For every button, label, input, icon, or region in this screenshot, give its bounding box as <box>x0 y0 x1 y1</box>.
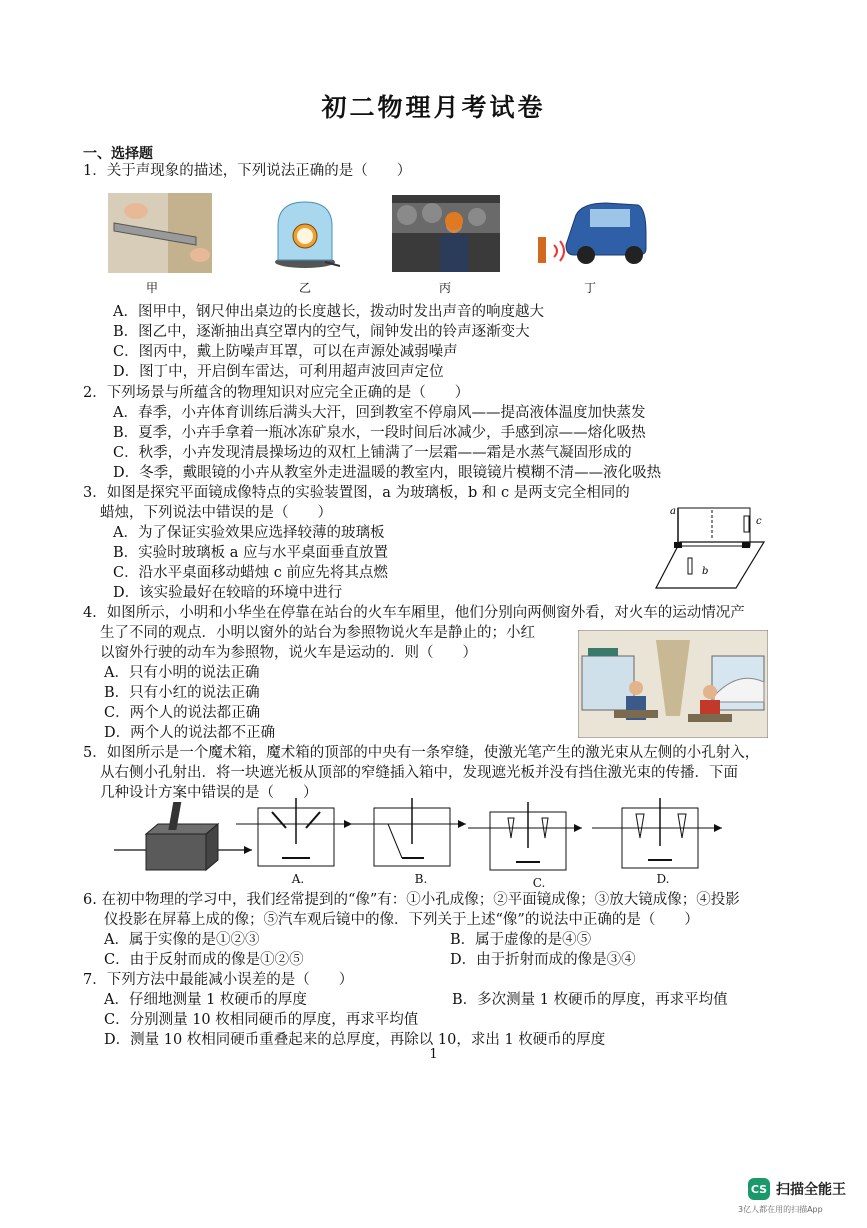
q3-label-c: c <box>756 516 762 527</box>
page-title: 初二物理月考试卷 <box>321 93 546 122</box>
q4-stem-line3: 以窗外行驶的动车为参照物，说火车是运动的．则（ ） <box>100 645 477 661</box>
q1-caption-yi: 乙 <box>298 281 311 295</box>
q1-option-a: A．图甲中，钢尺伸出桌边的长度越长，拨动时发出声音的响度越大 <box>113 304 544 320</box>
q6-option-c: C．由于反射而成的像是①②⑤ <box>104 952 304 968</box>
q3-option-a: A．为了保证实验效果应选择较薄的玻璃板 <box>113 525 385 541</box>
q3-stem-line1: 3．如图是探究平面镜成像特点的实验装置图，a 为玻璃板，b 和 c 是两支完全相同的 <box>83 485 630 501</box>
q2-stem: 2．下列场景与所蕴含的物理知识对应完全正确的是（ ） <box>83 385 470 401</box>
q5-caption-a: A. <box>291 872 305 886</box>
q4-option-a: A．只有小明的说法正确 <box>104 665 260 681</box>
q4-option-d: D．两个人的说法都不正确 <box>104 725 276 741</box>
q1-figure-bell-jar <box>270 196 340 270</box>
scanner-watermark <box>748 1178 846 1200</box>
q5-design-c <box>468 802 582 870</box>
q5-design-b <box>352 798 466 866</box>
watermark-tagline: 3亿人都在用的扫描App <box>738 1205 823 1214</box>
q1-figure-factory-worker <box>392 195 500 272</box>
q2-option-c: C．秋季，小卉发现清晨操场边的双杠上铺满了一层霜——霜是水蒸气凝固形成的 <box>113 445 632 461</box>
q3-option-b: B．实验时玻璃板 a 应与水平桌面垂直放置 <box>113 545 389 561</box>
page-number: 1 <box>429 1047 438 1062</box>
q6-stem-line1: 6. 在初中物理的学习中，我们经常提到的“像”有：①小孔成像；②平面镜成像；③放大镜成像；④投影 <box>83 892 740 908</box>
q5-caption-b: B. <box>414 872 428 886</box>
q3-label-b: b <box>702 566 709 577</box>
camscanner-logo-icon: CS <box>748 1178 770 1200</box>
q1-caption-jia: 甲 <box>145 281 158 295</box>
q1-figure-ruler <box>108 193 212 273</box>
q7-option-d: D．测量 10 枚相同硬币重叠起来的总厚度，再除以 10，求出 1 枚硬币的厚度 <box>104 1032 606 1048</box>
q2-option-b: B．夏季，小卉手拿着一瓶冰冻矿泉水，一段时间后冰减少，手感到凉——熔化吸热 <box>113 425 646 441</box>
q7-option-b: B．多次测量 1 枚硬币的厚度，再求平均值 <box>452 992 728 1008</box>
q1-option-c: C．图丙中，戴上防噪声耳罩，可以在声源处减弱噪声 <box>113 344 458 360</box>
q2-option-d: D．冬季，戴眼镜的小卉从教室外走进温暖的教室内，眼镜镜片模糊不清——液化吸热 <box>113 465 662 481</box>
q7-option-a: A．仔细地测量 1 枚硬币的厚度 <box>104 992 307 1008</box>
watermark-app-name: 扫描全能王 <box>776 1182 846 1198</box>
q3-option-c: C．沿水平桌面移动蜡烛 c 前应先将其点燃 <box>113 565 388 581</box>
q6-stem-line2: 仪投影在屏幕上成的像；⑤汽车观后镜中的像．下列关于上述“像”的说法中正确的是（ ） <box>104 912 699 928</box>
q4-option-c: C．两个人的说法都正确 <box>104 705 261 721</box>
q1-caption-ding: 丁 <box>583 281 596 295</box>
q5-stem-line1: 5．如图所示是一个魔术箱，魔术箱的顶部的中央有一条窄缝，使激光笔产生的激光束从左侧的小孔射入， <box>83 745 760 761</box>
q5-design-a <box>236 798 352 866</box>
q5-stem-line3: 几种设计方案中错误的是（ ） <box>100 785 318 801</box>
q6-option-a: A．属于实像的是①②③ <box>104 932 260 948</box>
q7-option-c: C．分别测量 10 枚相同硬币的厚度，再求平均值 <box>104 1012 419 1028</box>
q7-stem: 7．下列方法中最能减小误差的是（ ） <box>83 972 354 988</box>
q3-figure-mirror-setup <box>650 500 770 592</box>
q4-stem-line2: 生了不同的观点．小明以窗外的站台为参照物说火车是静止的；小红 <box>100 625 535 641</box>
q5-design-d <box>592 798 722 868</box>
q3-stem-line2: 蜡烛，下列说法中错误的是（ ） <box>100 505 332 521</box>
q3-option-d: D．该实验最好在较暗的环境中进行 <box>113 585 343 601</box>
section-heading: 一、选择题 <box>83 146 153 162</box>
q2-option-a: A．春季，小卉体育训练后满头大汗，回到教室不停扇风——提高液体温度加快蒸发 <box>113 405 646 421</box>
q5-caption-d: D. <box>656 872 670 886</box>
q5-caption-c: C. <box>532 876 546 890</box>
q6-option-b: B．属于虚像的是④⑤ <box>450 932 592 948</box>
q6-option-d: D．由于折射而成的像是③④ <box>450 952 636 968</box>
q1-caption-bing: 丙 <box>438 281 451 295</box>
q1-option-b: B．图乙中，逐渐抽出真空罩内的空气，闹钟发出的铃声逐渐变大 <box>113 324 530 340</box>
q5-stem-line2: 从右侧小孔射出．将一块遮光板从顶部的窄缝插入箱中，发现遮光板并没有挡住激光束的传播．下面 <box>100 765 738 781</box>
q4-option-b: B．只有小红的说法正确 <box>104 685 260 701</box>
q1-figure-reversing-radar <box>530 193 648 275</box>
q4-figure-train-carriage <box>578 630 768 738</box>
q4-stem-line1: 4．如图所示，小明和小华坐在停靠在站台的火车车厢里，他们分别向两侧窗外看，对火车的运动情况产 <box>83 605 745 621</box>
q1-option-d: D．图丁中，开启倒车雷达，可利用超声波回声定位 <box>113 364 444 380</box>
q3-label-a: a <box>670 506 676 517</box>
q1-stem: 1．关于声现象的描述，下列说法正确的是（ ） <box>83 163 412 179</box>
